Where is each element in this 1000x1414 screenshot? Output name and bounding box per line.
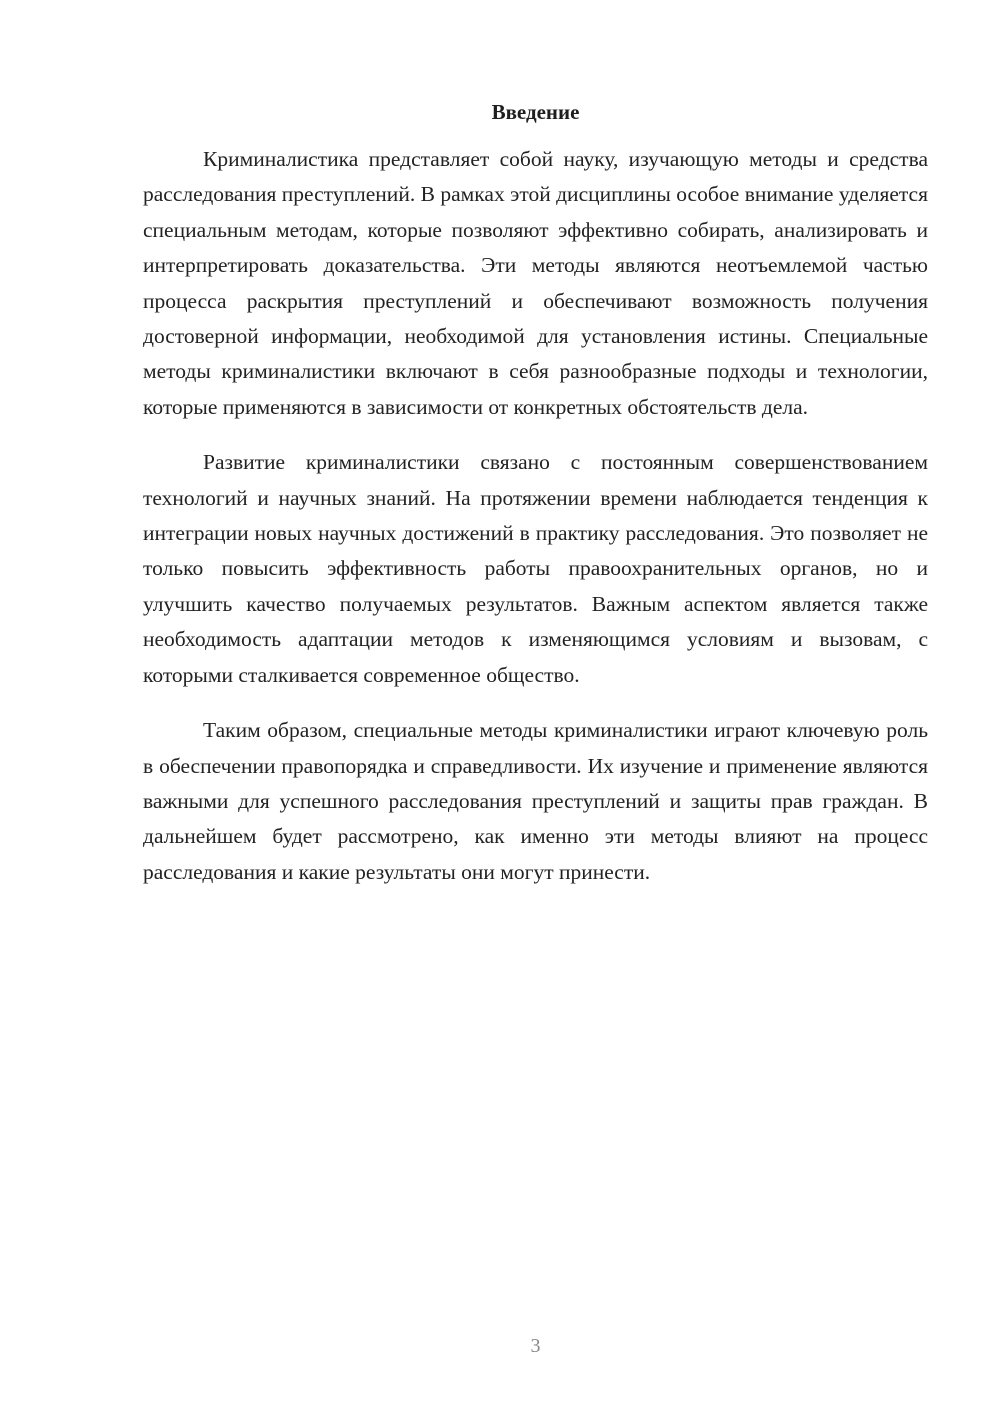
paragraph-1: Криминалистика представляет собой науку, изучающую методы и средства расследования преступлений. В рамках этой дисциплины особое внимание уделяется специальным методам, которые позволяют эффективно собирать, анализировать и интерпретировать доказательства. Эти методы являются неотъемлемой частью процесса раскрытия преступлений и обеспечивают возможность получения достоверной информации, необходимой для установления истины. Специальные методы криминалистики включают в себя разнообразные подходы и технологии, которые применяются в зависимости от конкретных обстоятельств дела.: [143, 147, 928, 419]
page-number: 3: [530, 1335, 541, 1357]
section-heading: Введение: [491, 100, 580, 124]
body-text: [143, 142, 928, 910]
paragraph-3: Таким образом, специальные методы криминалистики играют ключевую роль в обеспечении правопорядка и справедливости. Их изучение и применение являются важными для успешного расследования преступлений и защиты прав граждан. В дальнейшем будет рассмотрено, как именно эти методы влияют на процесс расследования и какие результаты они могут принести.: [143, 718, 928, 884]
paragraph-2: Развитие криминалистики связано с постоянным совершенствованием технологий и научных знаний. На протяжении времени наблюдается тенденция к интеграции новых научных достижений в практику расследования. Это позволяет не только повысить эффективность работы правоохранительных органов, но и улучшить качество получаемых результатов. Важным аспектом является также необходимость адаптации методов к изменяющимся условиям и вызовам, с которыми сталкивается современное общество.: [143, 450, 928, 687]
